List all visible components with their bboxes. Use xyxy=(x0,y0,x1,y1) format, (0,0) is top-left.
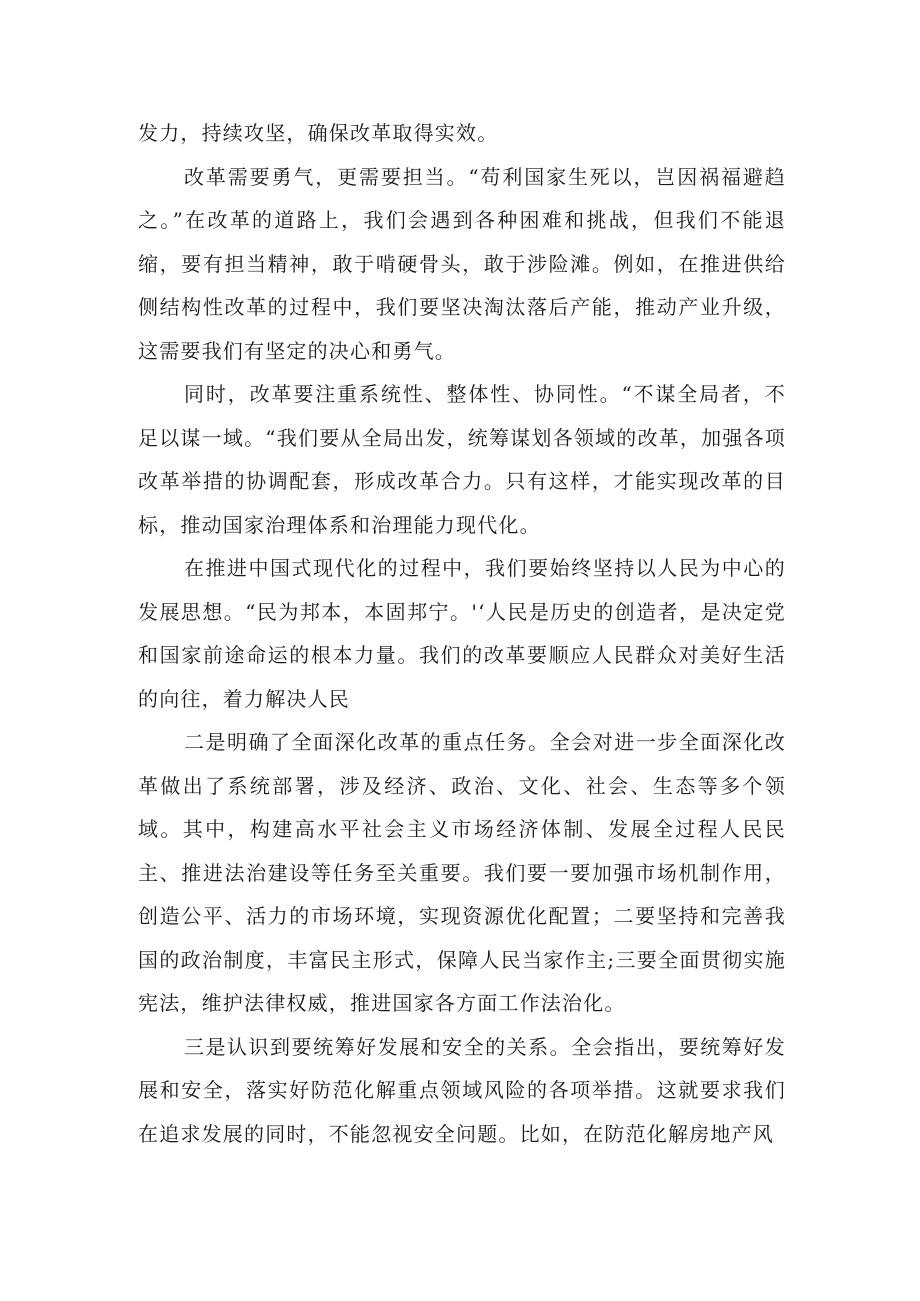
paragraph-1: 发力，持续攻坚，确保改革取得实效。 xyxy=(138,121,499,145)
paragraph-4: 在推进中国式现代化的过程中，我们要始终坚持以人民为中心的发展思想。“民为邦本，本固邦宁。'‘人民是历史的创造者，是决定党和国家前途命运的根本力量。我们的改革要顺应人民群众对美好生活的向往，着力解决人民 xyxy=(138,556,786,711)
body-text xyxy=(138,112,786,1156)
paragraph-3: 同时，改革要注重系统性、整体性、协同性。“不谋全局者，不足以谋一域。“我们要从全局出发，统筹谋划各领域的改革，加强各项改革举措的协调配套，形成改革合力。只有这样，才能实现改革的目标，推动国家治理体系和治理能力现代化。 xyxy=(138,382,786,537)
paragraph-5: 二是明确了全面深化改革的重点任务。全会对进一步全面深化改革做出了系统部署，涉及经济、政治、文化、社会、生态等多个领域。其中，构建高水平社会主义市场经济体制、发展全过程人民民主、推进法治建设等任务至关重要。我们要一要加强市场机制作用，创造公平、活力的市场环境，实现资源优化配置；二要坚持和完善我国的政治制度，丰富民主形式，保障人民当家作主;三要全面贯彻实施宪法，维护法律权威，推进国家各方面工作法治化。 xyxy=(138,730,786,1015)
paragraph-6: 三是认识到要统筹好发展和安全的关系。全会指出，要统筹好发展和安全，落实好防范化解重点领域风险的各项举措。这就要求我们在追求发展的同时，不能忽视安全问题。比如，在防范化解房地产风 xyxy=(138,1034,786,1146)
paragraph-2: 改革需要勇气，更需要担当。“苟利国家生死以，岂因祸福避趋之。”在改革的道路上，我们会遇到各种困难和挑战，但我们不能退缩，要有担当精神，敢于啃硬骨头，敢于涉险滩。例如，在推进供给侧结构性改革的过程中，我们要坚决淘汰落后产能，推动产业升级，这需要我们有坚定的决心和勇气。 xyxy=(138,164,786,363)
